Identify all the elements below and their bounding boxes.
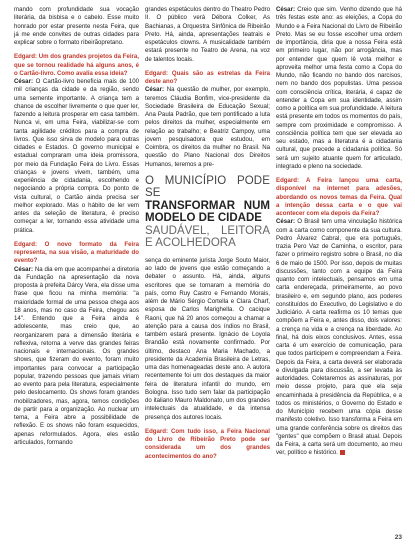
interview-question: Edgard: O novo formato da Feira representa, na sua visão, a maturidade do evento? [14, 240, 139, 265]
interview-answer: César: Creio que sim. Venho dizendo que há três festas este ano: as eleições, a Copa do Mundo e a Feira Nacional do Livro de Ribeirão Preto. Mas se eu fosse escolher uma ordem de importância, diria que a nossa Feira está em primeiro lugar, não por arrogância, mas por entender que quem lê vota melhor e aproveita melhor uma festa como a Copa do Mundo, não ficando no bando dos narcisos, nem no bando dos populistas. Uma pessoa com consciência crítica, literária, é capaz de entender a Copa em sua identidade, assim como a política em sua profundidade. A leitura está presente em todos os momentos do país, sempre com proximidade e compromisso. A consciência política tem que ser elevada ao seu estado, mas a literatura é a cidadania cultural, que precede a cidadania política. Só será um sujeito atuante quem for articulado, integrado e pleno na sociedade. [276, 6, 403, 170]
pull-quote-line-3: SAUDÁVEL, LEITORA E ACOLHEDORA [145, 224, 270, 250]
interview-question: Edgard: Um dos grandes projetos da Feira, que se tornou realidade há alguns anos, é o Cartão-livro. Como avalia essa ideia? [14, 53, 139, 77]
end-of-article-icon [340, 450, 345, 455]
column-3 [276, 6, 402, 458]
pull-quote-line-1: O MUNICÍPIO PODE SE [145, 174, 270, 200]
paragraph: grandes espetáculos dentro do Theatro Pedro II. O público verá Débora Colker, As Bachianas, a Orquestra Sinfônica de Ribeirão Preto. Há, ainda, apresentações teatrais e espetáculos clowns. A musicalidade também estará presente no Teatro de Arena, na voz de talentos locais. [145, 6, 270, 63]
interview-question: Edgard: A Feira lançou uma carta, disponível na internet para adesões, abordando os novos temas da Feira. Qual a intenção dessa carta e o que vai acontecer com ela depois da Feira? [276, 177, 402, 217]
column-1 [14, 6, 139, 447]
interview-answer: César: Na questão de mulher, por exemplo, teremos Cláudia Bonfim, vice-presidente da Sociedade Brasileira de Educação Sexual; Ana Paula Padrão, que tem pontificado a luta pelos direitos da mulher, especialmente em relação ao trabalho; e Beatriz Campoy, uma jovem pesquisadora que estudou, em Coimbra, os direitos da mulher no Brasil. Na questão do Plano Nacional dos Direitos Humanos, teremos a pre- [145, 86, 270, 168]
interview-question: Edgard: Com tudo isso, a Feira Nacional do Livro de Ribeirão Preto pode ser considerada um dos grandes acontecimentos do ano? [145, 427, 270, 460]
paragraph: sença do eminente jurista Jorge Souto Maior, ao lado de jovens que estão começando a debater o assunto. Há, ainda, alguns escritores que se tornaram a memória do país, como Ruy Castro e Fernando Morais, além de Mário Sérgio Cortella e Clara Charf, esposa de Carlos Marighella. O cacique Raoni, que há 20 anos começou a chamar a atenção para a causa dos índios no Brasil, também estará presente. Ignácio de Loyola Brandão está novamente confirmado. Por último, destaco Ana Maria Machado, a presidente da Academia Brasileira de Letras, uma das homenageadas deste ano. A autora recentemente foi um dos destaques da maior feira de literatura infantil do mundo, em Bologna. Isso tudo sem falar da participação do italiano Mauro Maldonato, um dos grandes intelectuais da atualidade, e da intensa presença dos autores locais. [145, 256, 270, 421]
interview-answer: César: O Cartão-livro beneficia mais de 100 mil crianças da cidade e da região, sendo uma semente importante. A criança tem a chance de escolher livremente o que quer ler, fazendo a leitura prosperar em casa também. Nunca vi, em uma Feira, viabilizar-se com tanta agilidade créditos para a compra de livros. Que isso sirva de modelo para outras cidades e Estados. O governo municipal e estadual compraram uma ideia promissora, por meio da Fundação Feira do Livro. Essas crianças e jovens vivem, também, uma experiência de cidadania, escolhendo e negociando a própria compra. Do ponto de vista cultural, o Cartão ainda precisa ser melhor explorado. Mas o hábito de ler vem antes da seleção de literatura, é preciso começar a ler, tornando essa atividade uma prática. [14, 78, 139, 234]
page-number: 23 [394, 534, 402, 541]
paragraph: mando com profundidade sua vocação literária, da bisbisa e o cabelo. Esse muito honrado por estar presente nesta Feira, que já me ende convites de outras cidades para explicar sobre o formato ribeirãopretano. [14, 6, 139, 46]
interview-answer: César: Na dia em que acompanhei a diretoria da Fundação na apresentação da nova proposta à prefeita Dárcy Vera, ela disse uma frase que ficou na minha memória: "a maioridade formal de uma pessoa chega aos 18 anos, mas no caso da Feira, chegou aos 14". Entendo que a Feira ainda é adolescente, mas creio que, ao reorganizarem para a dimensão literária e reflexiva, retorna a verve das grandes feiras nacionais e internacionais. Os grandes shows, que fizeram do evento, foram muito importantes para convocar a participação popular, trazendo pessoas que jamais viriam ao evento para pela literatura, especialmente pelo deslocamento. Os shows foram grandes mobilizadores, mas, agora, temos condições de partir para a organização. Ao nuclear um tema, a Feira abre a possibilidade de reflexão. E os shows não foram esquecidos, apenas reformulados. Agora, eles estão articulados, formando [14, 265, 139, 446]
pull-quote-line-2: TRANSFORMAR NUM MODELO DE CIDADE [145, 199, 270, 225]
interview-answer: César: O Brasil tem uma vinculação histórica com a carta como componente da sua cultura. Pedro Álvarez Cabral, que era português, trazia Pero Vaz de Caminha, o escritor, para fazer o primeiro registro sobre o Brasil, no dia 6 de maio de 1500. Por isso, depois de muitas discussões, tanto com a equipe da Feira quanto com intelectuais, pensamos em uma carta endereçada, primeiramente, ao povo brasileiro e, em segundo plano, aos poderes constituídos do Executivo, do Legislativo e do Judiciário. A carta reafirma os 10 temas que compõem a Feira e, antes disso, dois valores: a crença na vida e a crença na liberdade. Ao final, há dois eixos conclusivos. Antes, essa carta é um exercício de comunicação, para que todos participem e compreendam a Feira. Depois da Feira, a carta deverá ser elaborada e divulgada para discussão, a ser levada às autoridades. Coletaremos as assinaturas, por meio desse projeto, para que ela seja encaminhada à presidência da República, e a todos os ministérios, o Governo do Estado e do Município recebem uma cópia desse manifesto coletivo. Isso transforma a Feira em uma grande conferência sobre os direitos das "gentes" que compõem o Brasil atual. Depois da Feira, a carta será um documento, ao meu ver, político e histórico. [276, 218, 402, 457]
pull-quote [145, 175, 270, 250]
column-2 [145, 6, 270, 461]
interview-question: Edgard: Quais são as estrelas da Feira deste ano? [145, 69, 270, 85]
